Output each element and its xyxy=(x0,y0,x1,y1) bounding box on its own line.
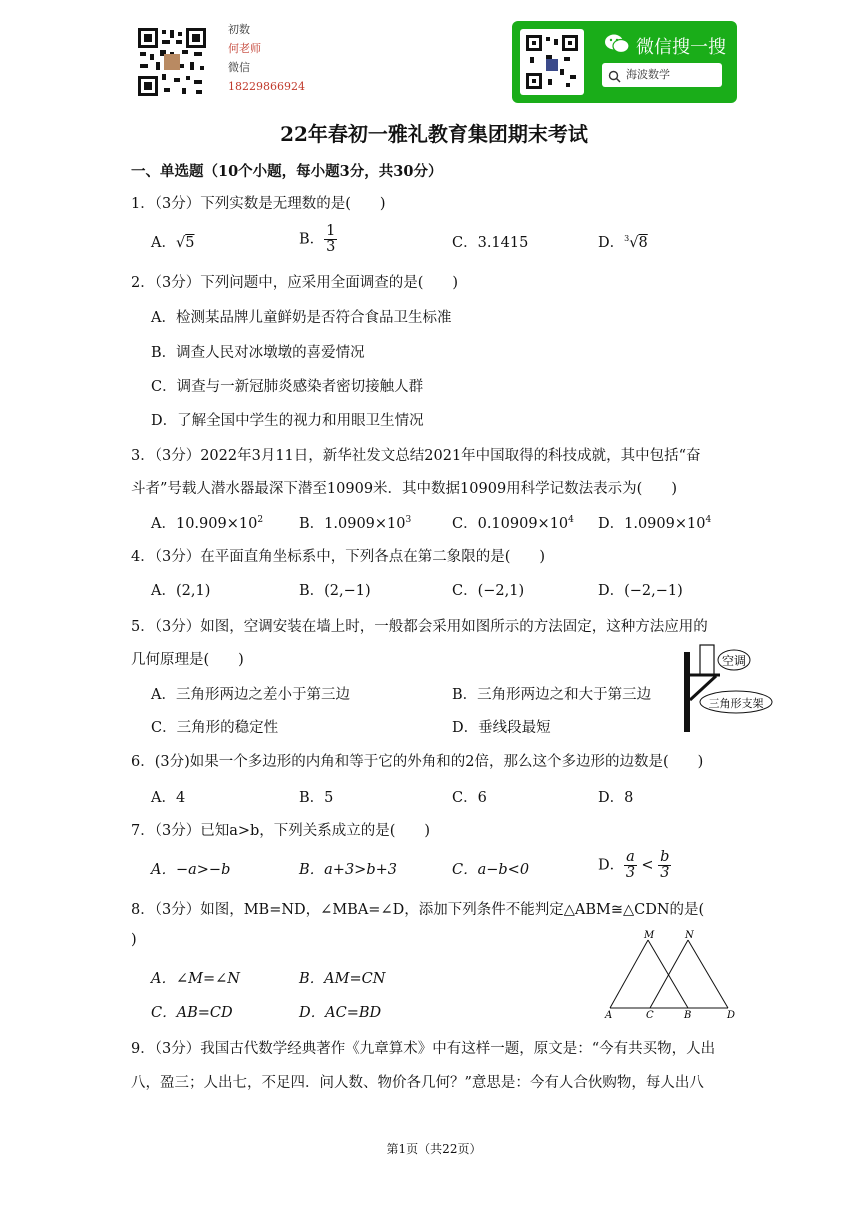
q4-option-b: B．(2,−1) xyxy=(299,583,371,599)
q2-option-b: B．调查人民对冰墩墩的喜爱情况 xyxy=(151,345,365,361)
question-5-stem-line2: 几何原理是( ) xyxy=(131,652,244,668)
fig-label-m: M xyxy=(644,930,655,941)
q5-option-d: D．垂线段最短 xyxy=(452,720,551,736)
question-4-stem: 4．（3分）在平面直角坐标系中，下列各点在第二象限的是( ) xyxy=(131,549,546,565)
q7-option-d: D． $\frac{a}{3}$ < $\frac{b}{3}$ xyxy=(598,849,670,881)
air-conditioner-figure xyxy=(680,640,780,735)
q6-option-b: B．5 xyxy=(299,790,334,806)
q3-option-c: C．$0.10909\times 10^4$ xyxy=(452,515,574,532)
fig-label-n: N xyxy=(685,930,694,941)
fig-label-ac: 空调 xyxy=(721,654,747,668)
contact-name: 何老师 xyxy=(228,42,261,55)
question-1-stem: 1．（3分）下列实数是无理数的是( ) xyxy=(131,196,386,212)
q8-option-d: D．AC=BD xyxy=(299,1005,382,1021)
q7-option-b: B．a+3>b+3 xyxy=(299,862,397,878)
wechat-search-box[interactable] xyxy=(602,63,722,87)
wechat-logo-icon xyxy=(604,33,630,59)
q3-option-d: D．$1.0909\times 10^4$ xyxy=(598,515,712,532)
q1-option-b: B． $\frac{1}{3}$ xyxy=(299,223,336,255)
question-2-stem: 2．（3分）下列问题中，应采用全面调查的是( ) xyxy=(131,275,459,291)
question-9-stem-line1: 9．（3分）我国古代数学经典著作《九章算术》中有这样一题，原文是：“今有共买物，人出 xyxy=(131,1041,716,1057)
search-term: 海波数学 xyxy=(626,68,670,81)
q6-option-c: C．6 xyxy=(452,790,487,806)
contact-line: 初数 xyxy=(228,23,250,36)
q7-option-a: A．−a>−b xyxy=(151,862,231,878)
page-footer: 第1页（共22页） xyxy=(386,1142,482,1156)
page-title: 22年春初一雅礼教育集团期末考试 xyxy=(280,122,588,146)
fig-label-c: C xyxy=(646,1010,654,1020)
question-3-stem-line1: 3．（3分）2022年3月11日，新华社发文总结2021年中国取得的科技成就，其中包括“奋 xyxy=(131,448,701,464)
question-5-stem-line1: 5．（3分）如图，空调安装在墙上时，一般都会采用如图所示的方法固定，这种方法应用的 xyxy=(131,619,708,635)
wechat-search-title: 微信搜一搜 xyxy=(636,37,726,58)
q6-option-d: D．8 xyxy=(598,790,634,806)
question-3-stem-line2: 斗者”号载人潜水器最深下潜至10909米．其中数据10909用科学记数法表示为( ) xyxy=(131,481,677,497)
qr-code-left xyxy=(136,26,208,98)
q1-option-a: A．√5 xyxy=(151,235,195,251)
q8-option-a: A．∠M=∠N xyxy=(151,971,240,987)
contact-phone: 18229866924 xyxy=(228,80,305,93)
q2-option-d: D．了解全国中学生的视力和用眼卫生情况 xyxy=(151,413,424,429)
q1-option-c: C．3.1415 xyxy=(452,235,529,251)
q2-option-a: A．检测某品牌儿童鲜奶是否符合食品卫生标准 xyxy=(151,310,452,326)
q4-option-a: A．(2,1) xyxy=(151,583,211,599)
question-6-stem: 6．(3分)如果一个多边形的内角和等于它的外角和的2倍，那么这个多边形的边数是( ) xyxy=(131,754,704,770)
q8-option-c: C．AB=CD xyxy=(151,1005,233,1021)
q8-option-b: B．AM=CN xyxy=(299,971,386,987)
qr-code-right xyxy=(520,29,584,95)
question-7-stem: 7．（3分）已知a>b，下列关系成立的是( ) xyxy=(131,823,431,839)
q2-option-c: C．调查与一新冠肺炎感染者密切接触人群 xyxy=(151,379,424,395)
fig-label-bracket: 三角形支架 xyxy=(708,697,764,710)
question-9-stem-line2: 八，盈三；人出七，不足四．问人数、物价各几何？”意思是：今有人合伙购物，每人出八 xyxy=(131,1075,704,1091)
q4-option-c: C．(−2,1) xyxy=(452,583,525,599)
q3-option-b: B．$1.0909\times 10^3$ xyxy=(299,515,412,532)
q5-option-c: C．三角形的稳定性 xyxy=(151,720,279,736)
q5-option-a: A．三角形两边之差小于第三边 xyxy=(151,687,350,703)
question-8-stem-line2: ) xyxy=(131,932,137,948)
q7-option-c: C．a−b<0 xyxy=(452,862,530,878)
section-heading: 一、单选题（10个小题，每小题3分，共30分） xyxy=(131,163,443,180)
wechat-search-banner xyxy=(512,21,737,103)
question-8-stem-line1: 8．（3分）如图，MB=ND，∠MBA=∠D，添加下列条件不能判定△ABM≅△CDN的是( xyxy=(131,902,705,918)
fig-label-d: D xyxy=(727,1010,736,1020)
contact-info xyxy=(228,20,305,96)
q4-option-d: D．(−2,−1) xyxy=(598,583,683,599)
triangles-figure xyxy=(600,928,740,1020)
q1-option-d: D．$^3$√8 xyxy=(598,234,648,251)
search-icon xyxy=(608,68,621,92)
q5-option-b: B．三角形两边之和大于第三边 xyxy=(452,687,652,703)
q6-option-a: A．4 xyxy=(151,790,186,806)
contact-line: 微信 xyxy=(228,61,250,74)
fig-label-a: A xyxy=(605,1010,613,1020)
q3-option-a: A．$10.909\times 10^2$ xyxy=(151,515,264,532)
fig-label-b: B xyxy=(684,1010,692,1020)
